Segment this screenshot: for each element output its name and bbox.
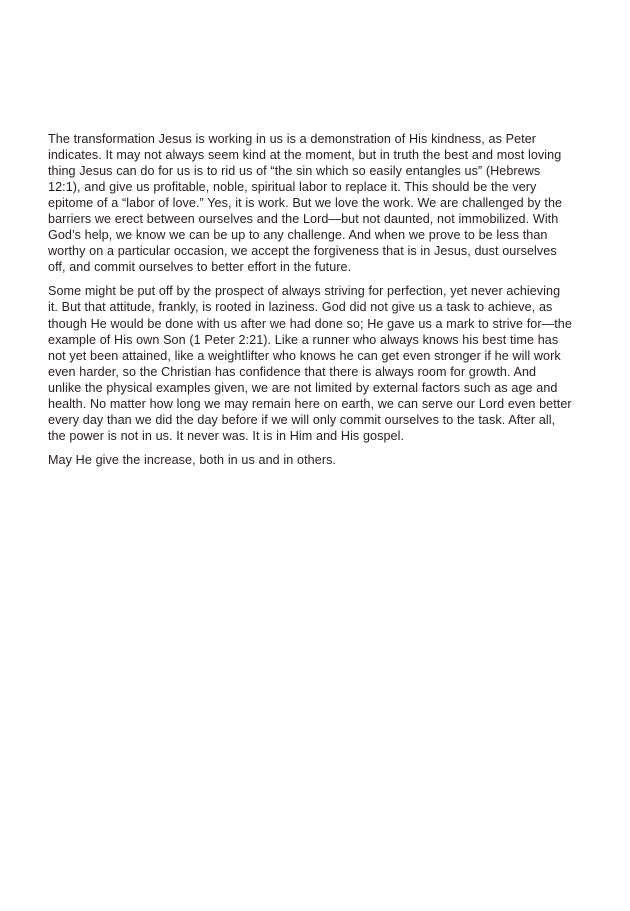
body-paragraph-1: The transformation Jesus is working in us is a demonstration of His kindness, as Peter indicates. It may not always seem kind at the moment, but in truth the best and most loving thing Jesus can do for us is to rid us of “the sin which so easily entangles us” (Hebrews 12:1), and give us profitable, noble, spiritual labor to replace it. This should be the very epitome of a “labor of love.” Yes, it is work. But we love the work. We are challenged by the barriers we erect between ourselves and the Lord—but not daunted, not immobilized. With God’s help, we know we can be up to any challenge. And when we prove to be less than worthy on a particular occasion, we accept the forgiveness that is in Jesus, dust ourselves off, and commit ourselves to better effort in the future. xyxy=(48,132,563,275)
body-paragraph-2: Some might be put off by the prospect of always striving for perfection, yet never achieving it. But that attitude, frankly, is rooted in laziness. God did not give us a task to achieve, as though He would be done with us after we had done so; He gave us a mark to strive for—the example of His own Son (1 Peter 2:21). Like a runner who always knows his best time has not yet been attained, like a weightlifter who knows he can get even stronger if he will work even harder, so the Christian has confidence that there is always room for growth. And unlike the physical examples given, we are not limited by external factors such as age and health. No matter how long we may remain here on earth, we can serve our Lord even better every day than we did the day before if we will only commit ourselves to the task. After all, the power is not in us. It never was. It is in Him and His gospel. xyxy=(48,284,572,443)
document-text-column xyxy=(48,131,572,468)
body-paragraph-3: May He give the increase, both in us and in others. xyxy=(48,452,336,467)
